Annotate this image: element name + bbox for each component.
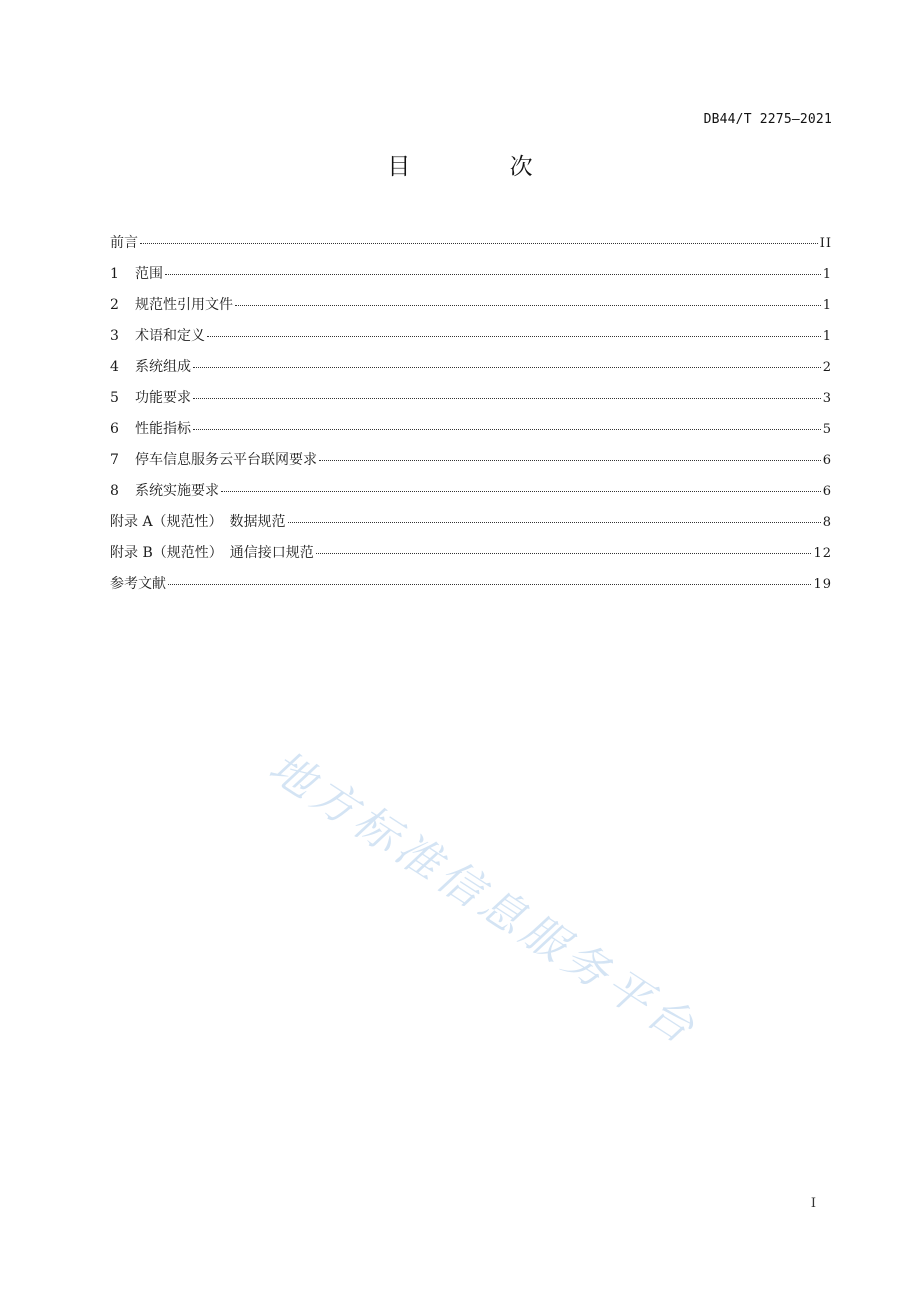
toc-entry-number: 1 [110, 266, 119, 282]
toc-dot-leader [207, 336, 821, 337]
toc-entry-label: 功能要求 [135, 390, 191, 406]
table-of-contents [110, 232, 832, 604]
toc-dot-leader [235, 305, 821, 306]
toc-entry-foreword[interactable] [110, 232, 832, 263]
toc-entry-system-composition[interactable] [110, 356, 832, 387]
toc-entry-label: 停车信息服务云平台联网要求 [135, 452, 317, 468]
toc-entry-cloud-platform-networking[interactable] [110, 449, 832, 480]
toc-entry-bibliography[interactable] [110, 573, 832, 604]
toc-entry-label: 前言 [110, 235, 138, 251]
toc-dot-leader [193, 367, 821, 368]
toc-entry-appendix-b[interactable] [110, 542, 832, 573]
toc-entry-label: 附录 A（规范性） 数据规范 [110, 514, 286, 530]
toc-entry-functional-requirements[interactable] [110, 387, 832, 418]
toc-entry-appendix-a[interactable] [110, 511, 832, 542]
toc-entry-number: 7 [110, 452, 119, 468]
toc-entry-label: 系统组成 [135, 359, 191, 375]
toc-entry-number: 5 [110, 390, 119, 406]
toc-entry-page: 5 [822, 422, 832, 437]
toc-entry-page: 6 [822, 484, 832, 499]
toc-entry-number: 2 [110, 297, 119, 313]
toc-entry-number: 3 [110, 328, 119, 344]
toc-entry-page: 1 [822, 329, 832, 344]
document-code: DB44/T 2275—2021 [703, 112, 832, 127]
toc-entry-page: 12 [813, 546, 832, 561]
page-title: 目 次 [387, 154, 579, 180]
toc-dot-leader [165, 274, 821, 275]
toc-entry-label: 参考文献 [110, 576, 166, 592]
toc-dot-leader [140, 243, 818, 244]
toc-entry-label: 系统实施要求 [135, 483, 219, 499]
toc-dot-leader [288, 522, 821, 523]
toc-entry-label: 性能指标 [135, 421, 191, 437]
toc-entry-implementation-requirements[interactable] [110, 480, 832, 511]
toc-entry-page: 1 [822, 267, 832, 282]
toc-entry-page: 3 [822, 391, 832, 406]
toc-entry-label: 附录 B（规范性） 通信接口规范 [110, 545, 314, 561]
toc-entry-terms-definitions[interactable] [110, 325, 832, 356]
toc-entry-page: 8 [822, 515, 832, 530]
toc-dot-leader [319, 460, 821, 461]
watermark: 地方标准信息服务平台 [259, 741, 708, 1057]
page-number: I [810, 1196, 816, 1211]
toc-entry-label: 范围 [135, 266, 163, 282]
toc-entry-label: 术语和定义 [135, 328, 205, 344]
toc-entry-page: 19 [813, 577, 832, 592]
toc-dot-leader [193, 398, 821, 399]
toc-entry-page: 2 [822, 360, 832, 375]
toc-entry-page: 6 [822, 453, 832, 468]
toc-entry-normative-references[interactable] [110, 294, 832, 325]
toc-dot-leader [193, 429, 821, 430]
toc-entry-number: 8 [110, 483, 119, 499]
toc-entry-page: 1 [822, 298, 832, 313]
toc-entry-page: II [819, 236, 832, 251]
toc-entry-label: 规范性引用文件 [135, 297, 233, 313]
toc-dot-leader [168, 584, 811, 585]
toc-dot-leader [316, 553, 812, 554]
toc-entry-number: 4 [110, 359, 119, 375]
toc-entry-scope[interactable] [110, 263, 832, 294]
toc-entry-number: 6 [110, 421, 119, 437]
toc-dot-leader [221, 491, 821, 492]
toc-entry-performance-indicators[interactable] [110, 418, 832, 449]
